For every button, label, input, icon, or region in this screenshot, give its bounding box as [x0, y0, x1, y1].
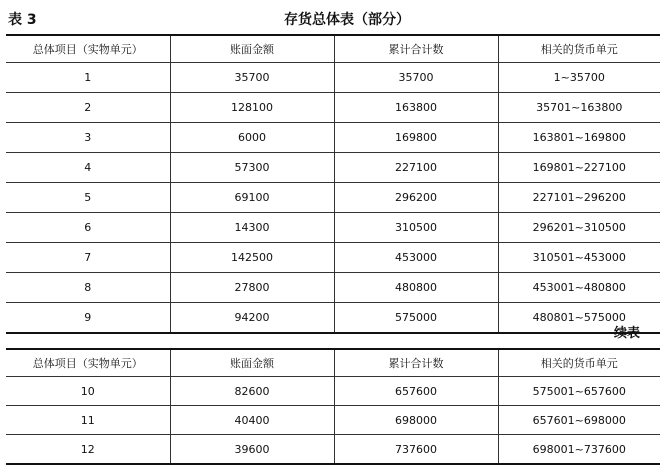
cell-item: 4 [6, 153, 170, 183]
cell-book-amount: 82600 [170, 377, 334, 406]
header-row [6, 35, 660, 63]
header-monetary-units: 相关的货币单元 [498, 35, 660, 63]
inventory-table-continued [6, 348, 660, 465]
cell-cumulative-total: 163800 [334, 93, 498, 123]
cell-monetary-units: 453001~480800 [498, 273, 660, 303]
table-label: 表 3 [8, 12, 37, 28]
header-cumulative-total: 累计合计数 [334, 349, 498, 377]
cell-cumulative-total: 698000 [334, 406, 498, 435]
cell-cumulative-total: 737600 [334, 435, 498, 465]
header-book-amount: 账面金额 [170, 349, 334, 377]
cell-book-amount: 128100 [170, 93, 334, 123]
table-row [6, 406, 660, 435]
cell-monetary-units: 163801~169800 [498, 123, 660, 153]
cell-book-amount: 94200 [170, 303, 334, 334]
cell-monetary-units: 227101~296200 [498, 183, 660, 213]
table-row [6, 153, 660, 183]
cell-item: 12 [6, 435, 170, 465]
cell-cumulative-total: 35700 [334, 63, 498, 93]
cell-monetary-units: 296201~310500 [498, 213, 660, 243]
header-row [6, 349, 660, 377]
table-row [6, 213, 660, 243]
cell-book-amount: 57300 [170, 153, 334, 183]
cell-item: 2 [6, 93, 170, 123]
cell-item: 11 [6, 406, 170, 435]
table-row [6, 63, 660, 93]
cell-book-amount: 69100 [170, 183, 334, 213]
table-row [6, 303, 660, 334]
continuation-label: 续表 [614, 326, 641, 341]
cell-cumulative-total: 227100 [334, 153, 498, 183]
table-row [6, 183, 660, 213]
cell-item: 5 [6, 183, 170, 213]
cell-monetary-units: 698001~737600 [498, 435, 660, 465]
cell-book-amount: 39600 [170, 435, 334, 465]
table-row [6, 435, 660, 465]
cell-item: 6 [6, 213, 170, 243]
table-row [6, 273, 660, 303]
cell-monetary-units: 480801~575000 [498, 303, 660, 334]
cell-cumulative-total: 296200 [334, 183, 498, 213]
cell-monetary-units: 1~35700 [498, 63, 660, 93]
cell-item: 7 [6, 243, 170, 273]
cell-item: 9 [6, 303, 170, 334]
table-title: 存货总体表（部分） [284, 12, 410, 28]
cell-item: 10 [6, 377, 170, 406]
cell-book-amount: 6000 [170, 123, 334, 153]
header-book-amount: 账面金额 [170, 35, 334, 63]
header-population-item: 总体项目（实物单元） [6, 349, 170, 377]
cell-cumulative-total: 480800 [334, 273, 498, 303]
cell-cumulative-total: 575000 [334, 303, 498, 334]
cell-book-amount: 14300 [170, 213, 334, 243]
table-row [6, 243, 660, 273]
cell-monetary-units: 575001~657600 [498, 377, 660, 406]
cell-item: 8 [6, 273, 170, 303]
cell-book-amount: 40400 [170, 406, 334, 435]
table-row [6, 377, 660, 406]
cell-cumulative-total: 453000 [334, 243, 498, 273]
cell-book-amount: 35700 [170, 63, 334, 93]
cell-book-amount: 27800 [170, 273, 334, 303]
cell-item: 3 [6, 123, 170, 153]
table-row [6, 93, 660, 123]
cell-cumulative-total: 657600 [334, 377, 498, 406]
table-row [6, 123, 660, 153]
cell-monetary-units: 169801~227100 [498, 153, 660, 183]
cell-cumulative-total: 310500 [334, 213, 498, 243]
cell-cumulative-total: 169800 [334, 123, 498, 153]
cell-monetary-units: 310501~453000 [498, 243, 660, 273]
cell-book-amount: 142500 [170, 243, 334, 273]
inventory-table [6, 34, 660, 334]
header-population-item: 总体项目（实物单元） [6, 35, 170, 63]
cell-item: 1 [6, 63, 170, 93]
cell-monetary-units: 657601~698000 [498, 406, 660, 435]
cell-monetary-units: 35701~163800 [498, 93, 660, 123]
header-monetary-units: 相关的货币单元 [498, 349, 660, 377]
header-cumulative-total: 累计合计数 [334, 35, 498, 63]
